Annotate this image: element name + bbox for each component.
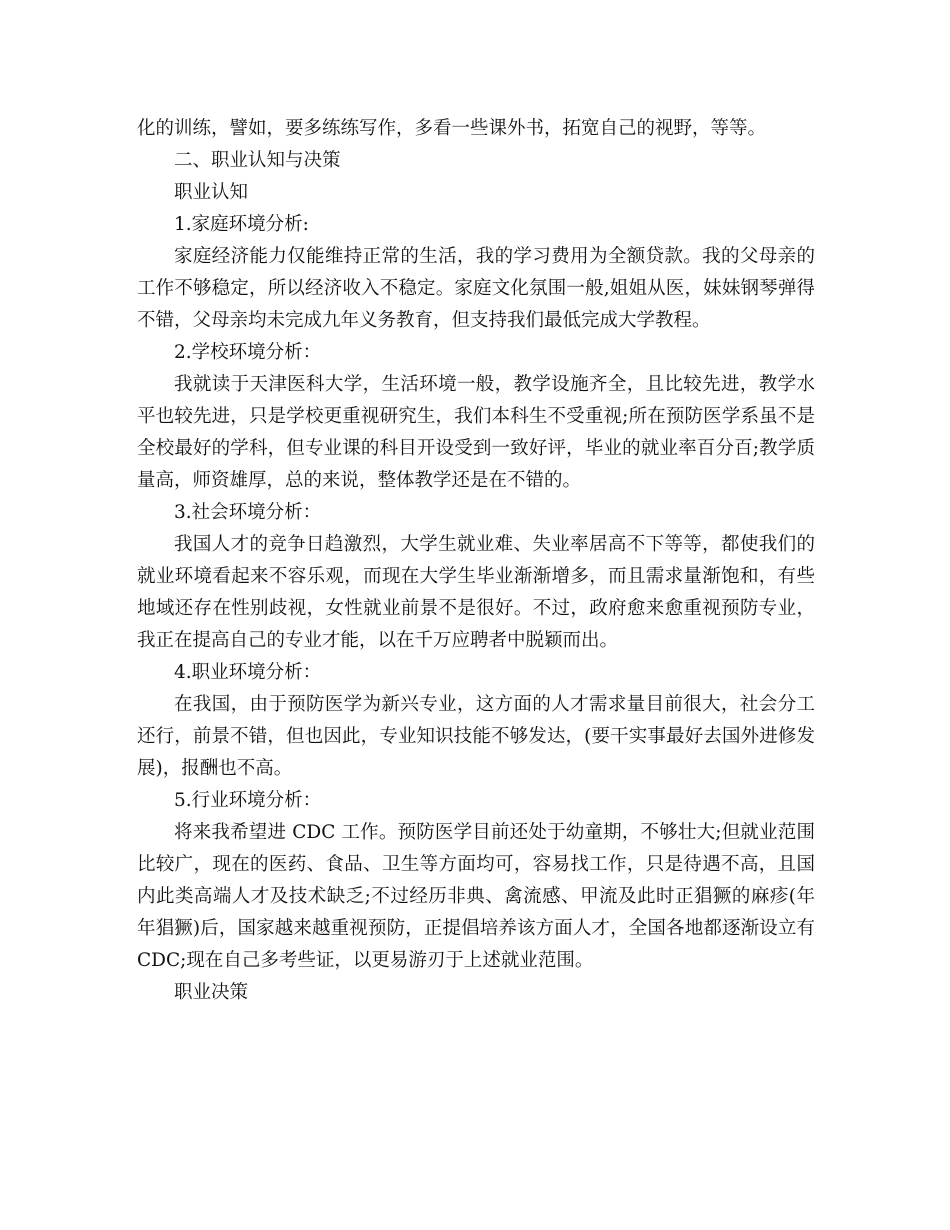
body-paragraph-career: 在我国，由于预防医学为新兴专业，这方面的人才需求量目前很大，社会分工还行，前景不错，但也因此，专业知识技能不够发达，(要干实事最好去国外进修发展)，报酬也不高。 (137, 694, 815, 779)
item-title-family-environment: 1.家庭环境分析: (174, 214, 309, 235)
body-paragraph-industry: 将来我希望进 CDC 工作。预防医学目前还处于幼童期，不够壮大;但就业范围比较广，现在的医药、食品、卫生等方面均可，容易找工作，只是待遇不高，且国内此类高端人才及技术缺乏;不过经历非典、禽流感、甲流及此时正猖獗的麻疹(年年猖獗)后，国家越来越重视预防，正提倡培养该方面人才，全国各地都逐渐设立有 CDC;现在自己多考些证，以更易游刃于上述就业范围。 (137, 822, 815, 971)
item-title-school-environment: 2.学校环境分析： (174, 342, 322, 363)
body-paragraph-family: 家庭经济能力仅能维持正常的生活，我的学习费用为全额贷款。我的父母亲的工作不够稳定，所以经济收入不稳定。家庭文化氛围一般,姐姐从医，妹妹钢琴弹得不错，父母亲均未完成九年义务教育，但支持我们最低完成大学教程。 (137, 246, 815, 331)
section-heading: 二、职业认知与决策 (174, 150, 341, 171)
document-body (137, 113, 815, 1009)
item-title-social-environment: 3.社会环境分析： (174, 502, 322, 523)
body-paragraph-school: 我就读于天津医科大学，生活环境一般，教学设施齐全，且比较先进，教学水平也较先进，只是学校更重视研究生，我们本科生不受重视;所在预防医学系虽不是全校最好的学科，但专业课的科目开设受到一致好评，毕业的就业率百分百;教学质量高，师资雄厚，总的来说，整体教学还是在不错的。 (137, 374, 815, 491)
subsection-heading-career-decision: 职业决策 (174, 982, 249, 1003)
body-paragraph-social: 我国人才的竞争日趋激烈，大学生就业难、失业率居高不下等等，都使我们的就业环境看起来不容乐观，而现在大学生毕业渐渐增多，而且需求量渐饱和，有些地域还存在性别歧视，女性就业前景不是很好。不过，政府愈来愈重视预防专业，我正在提高自己的专业才能，以在千万应聘者中脱颖而出。 (137, 534, 815, 651)
item-title-career-environment: 4.职业环境分析： (174, 662, 322, 683)
subsection-heading-career-cognition: 职业认知 (174, 182, 249, 203)
item-title-industry-environment: 5.行业环境分析： (174, 790, 322, 811)
continuation-paragraph: 化的训练，譬如，要多练练写作，多看一些课外书，拓宽自己的视野，等等。 (137, 118, 767, 139)
